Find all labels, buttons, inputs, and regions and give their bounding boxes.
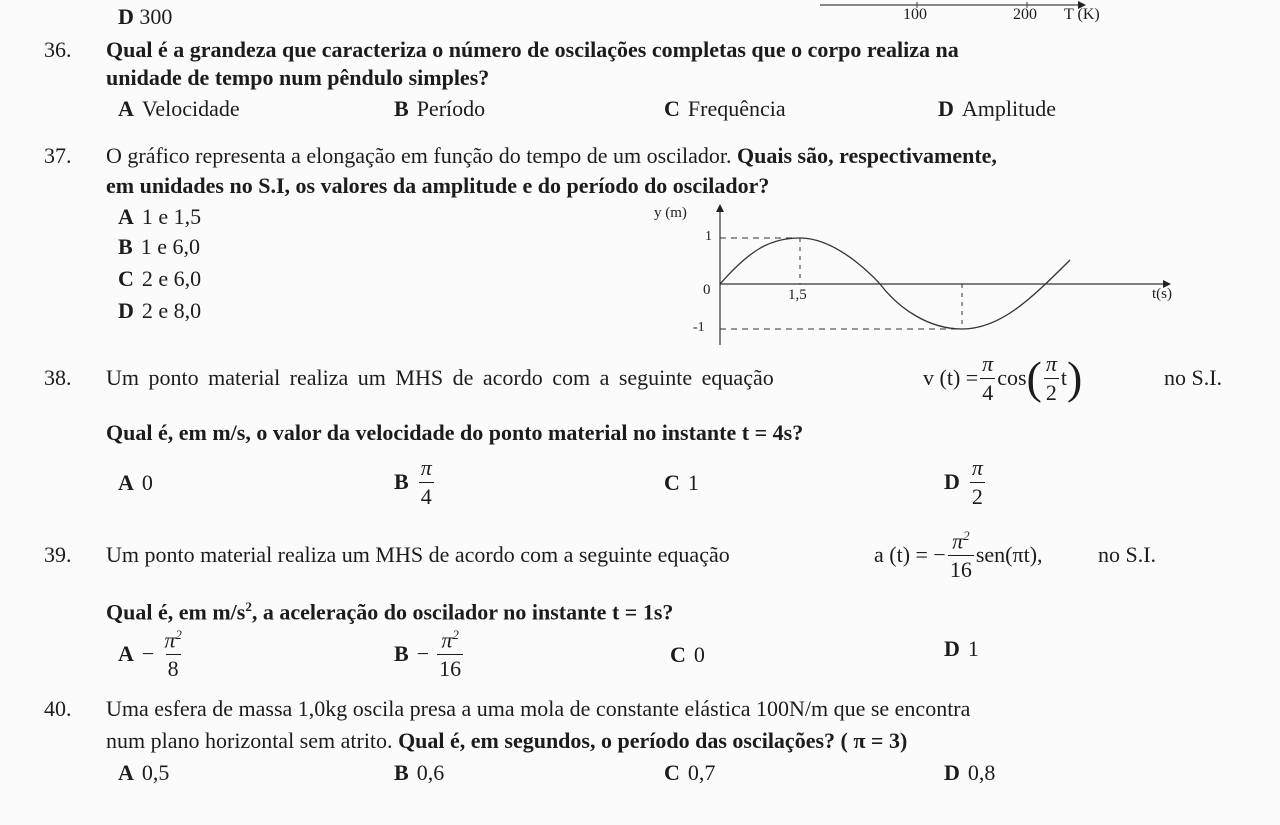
graph-y-tick-minus1: -1 [693,320,705,335]
top-axis-label: T (K) [1064,6,1100,23]
graph-x-tick: 1,5 [788,287,807,303]
eq-fraction-1 [980,350,995,405]
option-text: 1 e 1,5 [141,204,202,229]
q36-stem-line1: Qual é a grandeza que caracteriza o número de oscilações completas que o corpo realiza na [106,37,959,62]
q38-option-c [664,470,699,496]
q40-stem-line1: Uma esfera de massa 1,0kg oscila presa a uma mola de constante elástica 100N/m que se encontra [106,696,971,721]
q40-option-d [944,760,995,786]
option-text: 1 [687,470,699,495]
q39-question-unit: m/s [212,599,246,625]
option-text: 0 [693,642,705,667]
option-letter: A [118,641,134,666]
q39-question-eq: t = 1s? [611,599,674,625]
q39-number: 39. [44,542,72,567]
eq-paren-close: ) [1067,352,1083,403]
frac-num: π [420,454,432,480]
graph-x-label: t(s) [1152,286,1172,302]
eq-num: π [982,350,994,376]
eq-lhs: v (t) = [923,365,979,390]
graph-y-label: y (m) [654,205,687,221]
q37-option-d [118,298,201,324]
option-letter: D [938,96,954,121]
q36-option-a [118,96,240,122]
eq-den: 16 [949,557,972,583]
graph-y-arrow [716,204,724,212]
eq-num-exp: 2 [963,527,970,543]
q38-stem: Um ponto material realiza um MHS de acordo com a seguinte equação [106,365,774,390]
q37-number: 37. [44,143,72,168]
option-letter: B [394,96,409,121]
option-text: 2 e 6,0 [141,266,202,291]
option-fraction [162,628,184,680]
q38-question-eq: t = 4s? [741,420,804,445]
eq-cos: cos [997,365,1027,390]
q39-question-a: Qual é, em [106,599,207,625]
option-letter: B [394,469,409,494]
eq-t: t [1060,365,1068,390]
option-text: Período [416,96,486,121]
q37-option-a [118,204,201,230]
option-letter: A [118,204,134,229]
q36-option-b [394,96,485,122]
option-letter: C [664,470,680,495]
option-text: 0,5 [141,760,170,785]
q35-option-d [118,4,172,30]
q37-graph [640,200,1200,350]
option-fraction [970,454,985,509]
graph-y-tick-1: 1 [705,229,712,244]
option-letter: A [118,760,134,785]
option-letter: D [944,636,960,661]
q39-option-a [118,622,186,686]
option-text: 0,8 [967,760,996,785]
eq-paren-open: ( [1026,352,1042,403]
eq-lhs: a (t) = − [874,542,946,567]
q40-stem-bold: Qual é, em segundos, o período das oscilações? [398,728,836,753]
q36-option-d [938,96,1056,122]
option-letter: A [118,96,134,121]
option-sign: − [141,641,155,666]
eq-num: π [1045,350,1057,376]
option-letter: D [118,298,134,323]
option-letter: B [118,234,133,259]
q37-stem-bold: Quais são, respectivamente, [737,143,997,168]
option-letter: D [944,469,960,494]
q38-number: 38. [44,365,72,390]
q39-option-b [394,622,465,686]
eq-fraction-2 [1044,350,1059,405]
eq-den: 2 [1045,379,1057,405]
frac-num-pi: π [164,627,176,653]
q39-equation [874,526,1043,584]
q40-option-c [664,760,715,786]
q40-option-a [118,760,169,786]
q36-option-c [664,96,786,122]
q40-pi-note: ( π = 3) [840,728,908,753]
frac-num-exp: 2 [452,626,459,642]
q37-stem-line2: em unidades no S.I, os valores da amplitude e do período do oscilador? [106,173,770,198]
option-text: Amplitude [961,96,1056,121]
option-letter: D [118,4,134,29]
option-text: Velocidade [141,96,240,121]
q36-number: 36. [44,37,72,62]
option-sign: − [416,641,430,666]
option-text: 0,6 [416,760,445,785]
q38-question [106,420,803,446]
option-text: 1 e 6,0 [140,234,200,259]
frac-den: 8 [167,656,179,682]
option-fraction [437,628,463,680]
q40-stem-line2 [106,728,907,754]
eq-num [950,529,972,555]
graph-zero-label: 0 [703,282,711,298]
q40-number: 40. [44,696,72,721]
q37-stem-normal: O gráfico representa a elongação em função do tempo de um oscilador. [106,143,732,168]
option-letter: C [670,642,686,667]
eq-num-pi: π [952,528,964,554]
q39-question-b: , a aceleração do oscilador no instante [251,599,607,625]
eq-fraction [948,529,974,581]
q37-option-b [118,234,200,260]
frac-num-pi: π [441,627,453,653]
option-text: 300 [139,4,173,29]
eq-den: 4 [982,379,994,405]
q38-option-b [394,452,436,512]
frac-den: 4 [420,483,432,509]
option-text: 2 e 8,0 [141,298,202,323]
option-letter: B [394,641,409,666]
q37-stem-line1 [106,143,997,169]
option-fraction [419,454,434,509]
q39-question-exp: 2 [245,599,252,614]
q38-option-a [118,470,153,496]
option-text: 1 [967,636,979,661]
option-letter: C [664,96,680,121]
top-axis-tick-label-2: 200 [1013,6,1037,23]
option-text: Frequência [687,96,786,121]
eq-rest: sen(πt), [975,542,1043,567]
frac-num: π [971,454,983,480]
q39-option-c [670,642,705,668]
option-text: 0,7 [687,760,716,785]
frac-num [162,628,184,654]
frac-num [439,628,461,654]
frac-num-exp: 2 [175,626,182,642]
option-letter: B [394,760,409,785]
q38-question-text: Qual é, em m/s, o valor da velocidade do ponto material no instante [106,420,737,445]
q40-option-b [394,760,444,786]
q38-option-d [944,452,987,512]
top-axis-tick-label-1: 100 [903,6,927,23]
option-letter: C [664,760,680,785]
option-letter: D [944,760,960,785]
q39-option-d [944,636,979,662]
q38-eq-tail: no S.I. [1164,365,1223,390]
q38-equation [923,350,1082,406]
option-letter: C [118,266,134,291]
q39-eq-tail: no S.I. [1098,542,1157,567]
q39-question [106,594,673,625]
q36-stem-line2: unidade de tempo num pêndulo simples? [106,65,490,90]
option-text: 0 [141,470,153,495]
frac-den: 16 [439,656,462,682]
q39-stem: Um ponto material realiza um MHS de acordo com a seguinte equação [106,542,730,567]
option-letter: A [118,470,134,495]
q40-stem-normal: num plano horizontal sem atrito. [106,728,393,753]
frac-den: 2 [971,483,983,509]
q37-option-c [118,266,201,292]
